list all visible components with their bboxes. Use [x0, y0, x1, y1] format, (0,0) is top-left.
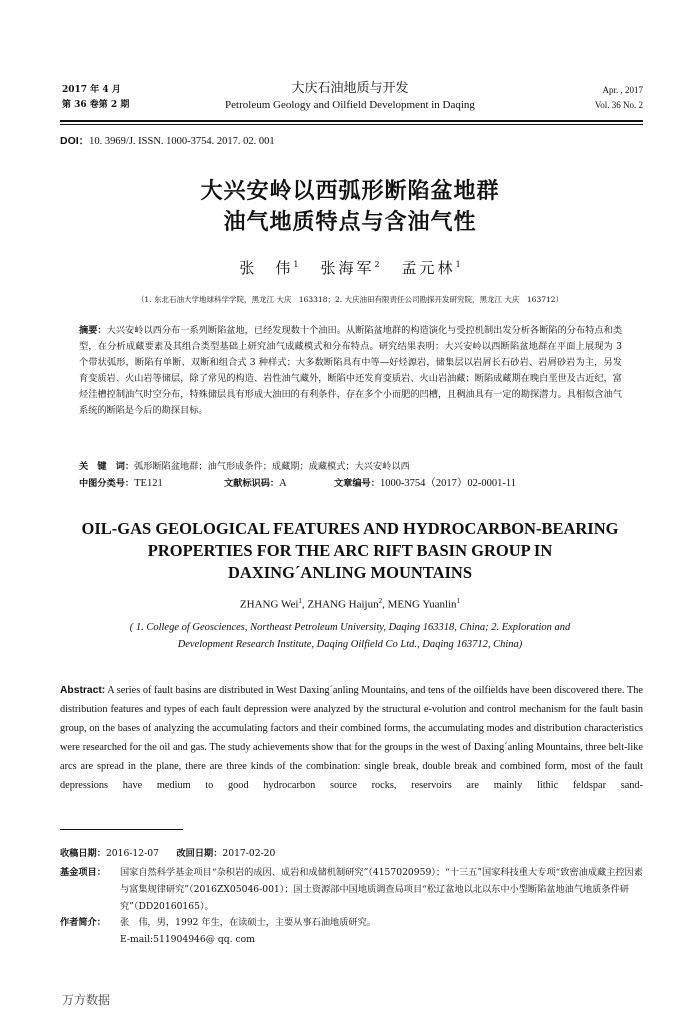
header-date-cn: 2017 年 4 月	[62, 85, 121, 95]
doc-code-label: 文献标识码：	[224, 478, 280, 489]
revised-label: 改回日期：	[176, 848, 223, 859]
journal-name-cn: 大庆石油地质与开发	[291, 81, 409, 96]
author-bio-label: 作者简介：	[60, 917, 106, 928]
header-left	[62, 83, 129, 113]
journal-name-en: Petroleum Geology and Oilfield Development in Daqing	[225, 99, 475, 111]
doc-code-value: A	[279, 478, 287, 489]
title-cn-line1: 大兴安岭以西弧形断陷盆地群	[200, 179, 500, 204]
article-no-label: 文章编号：	[334, 478, 380, 489]
author-en-2-sup: 2	[378, 597, 383, 605]
title-en-line2: PROPERTIES FOR THE ARC RIFT BASIN GROUP IN	[147, 541, 553, 560]
author-bio	[120, 914, 643, 948]
received-value: 2016-12-07	[105, 848, 159, 859]
header-right	[595, 83, 643, 113]
abstract-cn-label: 摘要：	[79, 325, 107, 336]
doi-line	[60, 133, 275, 148]
clc-label: 中图分类号：	[79, 478, 135, 489]
footnote-rule	[60, 829, 183, 830]
clc-item	[79, 476, 163, 492]
doi-label: DOI：	[60, 135, 90, 147]
author-en-1: ZHANG Wei	[239, 598, 299, 611]
author-en-3: MENG Yuanlin	[387, 598, 457, 611]
author-cn-2-sup: 2	[374, 260, 380, 269]
affiliation-cn: （1. 东北石油大学地球科学学院，黑龙江 大庆 163318；2. 大庆油田有限责任公司勘探开发研究院，黑龙江 大庆 163712）	[136, 295, 564, 304]
header-date-en: Apr. , 2017	[602, 85, 643, 95]
abstract-cn-text: 大兴安岭以西分布一系列断陷盆地，已经发现数十个油田。从断陷盆地群的构造演化与受控机制出发分析各断陷的分布特点和类型，在分析成藏要素及其组合类型基础上研究油气成藏模式和分布特点。研究结果表明：大兴安岭以西断陷盆地群在平面上展现为 3 个带状弧形，断陷有单断、双断和组合式 3 种样式；大多数断陷具有中等—好烃源岩，储集层以岩屑长石砂岩、岩屑砂岩为主，另发育变质岩、火山岩等储层，除了常见的构造、岩性油气藏外，断陷中还发育变质岩、火山岩油藏；断陷成藏期在晚白垩世及古近纪，富烃洼槽控制油气时空分布，特殊储层具有形成大油田的有利条件，存在多个小而肥的凹槽，且稠油具有一定的勘探潜力。具相似含油气系统的断陷是今后的勘探目标。	[79, 325, 623, 416]
doi-value: 10. 3969/J. ISSN. 1000-3754. 2017. 02. 001	[89, 136, 275, 147]
authors-cn	[0, 257, 700, 278]
author-en-2: ZHANG Haijun	[307, 598, 379, 611]
authors-en: ZHANG Wei$^1$, ZHANG Haijun$^2$, MENG Yuanlin$^1$	[239, 597, 461, 611]
clc-value: TE121	[134, 478, 163, 489]
title-en	[0, 518, 700, 584]
affiliation-en-line1: ( 1. College of Geosciences, Northeast Petroleum University, Daqing 163318, China; 2. Exploration and	[129, 622, 571, 633]
abstract-en	[60, 681, 643, 795]
header-volume-cn: 第 36 卷第 2 期	[62, 100, 130, 110]
author-cn-3: 孟元林	[401, 259, 456, 277]
keywords-cn	[79, 459, 622, 475]
fund-label: 基金项目：	[60, 867, 106, 878]
author-en-1-sup: 1	[298, 597, 302, 605]
keywords-cn-label: 关 键 词：	[79, 461, 135, 472]
header-rule	[60, 120, 643, 125]
author-en-3-sup: 1	[456, 597, 461, 605]
abstract-en-label: Abstract:	[60, 685, 106, 696]
keywords-cn-text: 弧形断陷盆地群；油气形成条件；成藏期；成藏模式；大兴安岭以西	[134, 461, 410, 472]
article-no-item	[334, 476, 516, 492]
footnote-dates	[60, 845, 643, 862]
title-cn-line2: 油气地质特点与含油气性	[223, 210, 477, 235]
revised-value: 2017-02-20	[222, 848, 276, 859]
author-cn-1: 张 伟	[239, 259, 294, 277]
fund-text: 国家自然科学基金项目“杂积岩的成因、成岩和成储机制研究”（4157020959）；“十三五”国家科技重大专项“致密油成藏主控因素与富集规律研究”（2016ZX05046-001）；国土资源部中国地质调查局项目“松辽盆地以北以东中小型断陷盆地油气地质条件研究”（DD20160165）。	[120, 867, 643, 912]
title-en-line1: OIL-GAS GEOLOGICAL FEATURES AND HYDROCARBON-BEARING	[81, 519, 619, 538]
author-email: E-mail:511904946@ qq. com	[120, 934, 255, 945]
header-center	[180, 80, 520, 114]
doc-code-item	[224, 476, 287, 492]
watermark: 万方数据	[62, 993, 111, 1007]
author-bio-text: 张 伟，男，1992 年生，在读硕士，主要从事石油地质研究。	[120, 917, 376, 928]
received-label: 收稿日期：	[60, 848, 106, 859]
title-en-line3: DAXING´ANLING MOUNTAINS	[228, 563, 472, 582]
author-cn-3-sup: 1	[455, 260, 461, 269]
header-volume-en: Vol. 36 No. 2	[594, 100, 643, 110]
article-no-value: 1000-3754（2017）02-0001-11	[379, 478, 517, 489]
affiliation-en-line2: Development Research Institute, Daqing Oilfield Co Ltd., Daqing 163712, China)	[177, 639, 523, 650]
footnote-fund	[60, 864, 643, 912]
footnote-author	[60, 914, 643, 945]
abstract-en-text: A series of fault basins are distributed in West Daxing´anling Mountains, and tens of the oilfields have been discovered there. The distribution features and types of each fault depression were analyzed by the structural e-volution and control mechanism for the fault basin group, on the bases of analyzing the accumulating factors and their combined forms, the accumulating modes and distribution characteristics were researched for the oil and gas. The study achievements show that for the groups in the west of Daxing´anling Mountains, three belt-like arcs are spread in the plane, there are three kinds of the combination: single break, double break and combined form, most of the fault depressions have medium to good hydrocarbon source rocks, reservoirs are mainly lithic feldspar sand-	[60, 685, 643, 791]
author-cn-1-sup: 1	[293, 260, 299, 269]
abstract-cn	[79, 323, 622, 419]
author-cn-2: 张海军	[320, 259, 375, 277]
title-cn	[0, 176, 700, 238]
affiliation-en	[70, 619, 630, 653]
